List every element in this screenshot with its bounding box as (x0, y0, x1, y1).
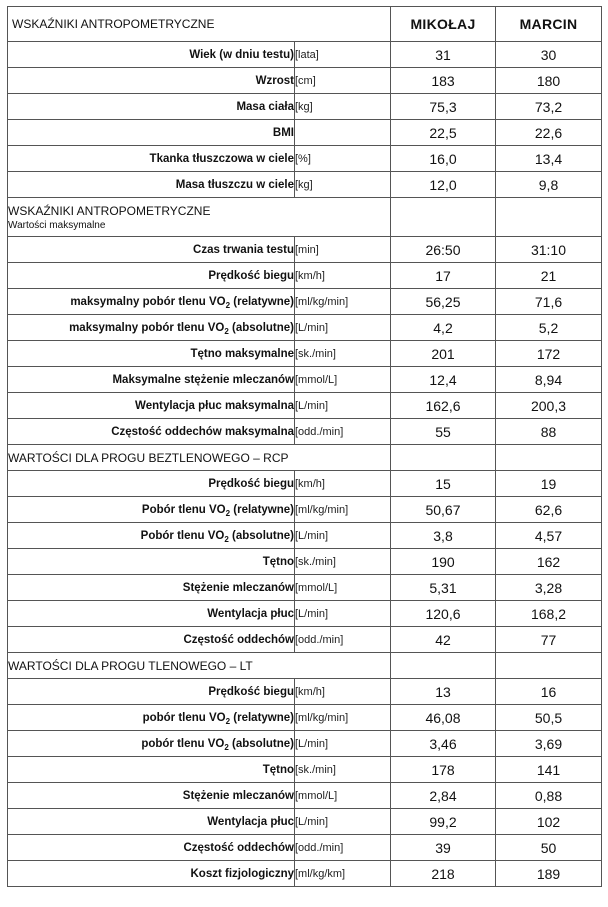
metric-unit: [sk./min] (295, 341, 391, 367)
metric-unit: [min] (295, 237, 391, 263)
metric-label (8, 497, 295, 523)
value-mikolaj: 12,0 (391, 172, 496, 198)
metric-label-text: Tkanka tłuszczowa w ciele (149, 152, 294, 165)
metric-unit: [ml/kg/min] (295, 497, 391, 523)
table-row (8, 861, 602, 887)
metric-label-text: Tętno (262, 555, 294, 568)
table-row (8, 120, 602, 146)
metric-unit: [sk./min] (295, 757, 391, 783)
metric-label-subscript: 2 (224, 742, 229, 752)
table-header-row (8, 7, 602, 42)
metric-label (8, 68, 295, 94)
metric-label-text: Częstość oddechów (183, 633, 294, 646)
value-mikolaj: 183 (391, 68, 496, 94)
metric-label-text: Koszt fizjologiczny (190, 867, 294, 880)
table-row (8, 289, 602, 315)
value-mikolaj: 56,25 (391, 289, 496, 315)
section-title-cell (8, 198, 391, 237)
metric-label (8, 315, 295, 341)
value-mikolaj: 22,5 (391, 120, 496, 146)
metric-unit: [cm] (295, 68, 391, 94)
table-row (8, 68, 602, 94)
table-row (8, 263, 602, 289)
empty-cell (391, 445, 496, 471)
metric-label (8, 783, 295, 809)
value-marcin: 62,6 (496, 497, 602, 523)
column-header-mikolaj: MIKOŁAJ (391, 7, 496, 42)
metric-unit: [odd./min] (295, 627, 391, 653)
value-marcin: 88 (496, 419, 602, 445)
metric-label-text: pobór tlenu VO (141, 737, 225, 750)
metric-label (8, 172, 295, 198)
metric-label (8, 42, 295, 68)
metric-label (8, 705, 295, 731)
metric-unit: [ml/kg/min] (295, 289, 391, 315)
metric-unit: [odd./min] (295, 835, 391, 861)
value-mikolaj: 31 (391, 42, 496, 68)
value-mikolaj: 120,6 (391, 601, 496, 627)
section-title-cell (8, 445, 391, 471)
value-mikolaj: 99,2 (391, 809, 496, 835)
table-row (8, 835, 602, 861)
section-title: WSKAŹNIKI ANTROPOMETRYCZNE (8, 203, 211, 218)
value-marcin: 71,6 (496, 289, 602, 315)
value-marcin: 162 (496, 549, 602, 575)
metric-label (8, 94, 295, 120)
value-mikolaj: 2,84 (391, 783, 496, 809)
metric-label (8, 835, 295, 861)
value-marcin: 9,8 (496, 172, 602, 198)
value-mikolaj: 4,2 (391, 315, 496, 341)
value-marcin: 189 (496, 861, 602, 887)
value-marcin: 21 (496, 263, 602, 289)
table-row (8, 731, 602, 757)
value-marcin: 13,4 (496, 146, 602, 172)
value-mikolaj: 218 (391, 861, 496, 887)
value-marcin: 3,69 (496, 731, 602, 757)
section-header-row (8, 653, 602, 679)
value-marcin: 180 (496, 68, 602, 94)
metric-label-text: Wentylacja płuc (207, 815, 294, 828)
metric-label-qualifier: (absolutne) (228, 529, 294, 542)
metric-label (8, 237, 295, 263)
metric-label (8, 601, 295, 627)
metric-unit: [mmol/L] (295, 575, 391, 601)
table-row (8, 783, 602, 809)
metric-label (8, 471, 295, 497)
table-row (8, 393, 602, 419)
empty-cell (496, 198, 602, 237)
value-marcin: 31:10 (496, 237, 602, 263)
metric-unit: [%] (295, 146, 391, 172)
metric-label (8, 731, 295, 757)
metric-label-text: maksymalny pobór tlenu VO (69, 321, 225, 334)
metric-label-text: maksymalny pobór tlenu VO (70, 295, 226, 308)
table-row (8, 237, 602, 263)
results-table (7, 6, 602, 887)
table-row (8, 601, 602, 627)
value-marcin: 77 (496, 627, 602, 653)
metric-unit: [ml/kg/min] (295, 705, 391, 731)
value-marcin: 200,3 (496, 393, 602, 419)
metric-unit (295, 120, 391, 146)
value-mikolaj: 201 (391, 341, 496, 367)
table-row (8, 341, 602, 367)
table-row (8, 549, 602, 575)
metric-label (8, 679, 295, 705)
metric-label (8, 263, 295, 289)
metric-label (8, 809, 295, 835)
metric-unit: [lata] (295, 42, 391, 68)
table-row (8, 94, 602, 120)
value-marcin: 22,6 (496, 120, 602, 146)
value-mikolaj: 26:50 (391, 237, 496, 263)
table-row (8, 523, 602, 549)
metric-label (8, 757, 295, 783)
value-mikolaj: 5,31 (391, 575, 496, 601)
table-row (8, 809, 602, 835)
metric-label-qualifier: (absolutne) (228, 321, 294, 334)
metric-label-text: Masa ciała (236, 100, 294, 113)
table-row (8, 705, 602, 731)
section-title: WARTOŚCI DLA PROGU BEZTLENOWEGO – RCP (8, 450, 289, 465)
value-marcin: 16 (496, 679, 602, 705)
metric-label-text: Wentylacja płuc maksymalna (135, 399, 294, 412)
table-row (8, 757, 602, 783)
value-mikolaj: 15 (391, 471, 496, 497)
metric-label-text: Stężenie mleczanów (182, 581, 294, 594)
metric-unit: [km/h] (295, 679, 391, 705)
metric-label-text: Tętno (262, 763, 294, 776)
empty-cell (391, 653, 496, 679)
value-marcin: 141 (496, 757, 602, 783)
metric-label-subscript: 2 (225, 716, 231, 726)
value-marcin: 8,94 (496, 367, 602, 393)
metric-label-text: Prędkość biegu (208, 269, 294, 282)
table-row (8, 497, 602, 523)
table-row (8, 419, 602, 445)
metric-label-subscript: 2 (224, 534, 229, 544)
empty-cell (496, 445, 602, 471)
metric-label (8, 289, 295, 315)
table-row (8, 146, 602, 172)
value-mikolaj: 17 (391, 263, 496, 289)
metric-unit: [L/min] (295, 809, 391, 835)
table-row (8, 172, 602, 198)
section-title: WARTOŚCI DLA PROGU TLENOWEGO – LT (8, 658, 253, 673)
metric-label-text: Maksymalne stężenie mleczanów (112, 373, 294, 386)
table-row (8, 42, 602, 68)
section-header-row (8, 198, 602, 237)
table-row (8, 627, 602, 653)
value-mikolaj: 39 (391, 835, 496, 861)
value-marcin: 102 (496, 809, 602, 835)
table-row (8, 315, 602, 341)
metric-label-text: Masa tłuszczu w ciele (175, 178, 294, 191)
metric-unit: [km/h] (295, 263, 391, 289)
metric-label-subscript: 2 (225, 508, 231, 518)
metric-label-subscript: 2 (224, 326, 229, 336)
metric-label-text: Czas trwania testu (193, 243, 294, 256)
value-marcin: 30 (496, 42, 602, 68)
value-marcin: 73,2 (496, 94, 602, 120)
metric-unit: [mmol/L] (295, 367, 391, 393)
metric-label (8, 627, 295, 653)
metric-label (8, 523, 295, 549)
metric-label-qualifier: (relatywne) (230, 295, 294, 308)
metric-unit: [L/min] (295, 731, 391, 757)
table-row (8, 471, 602, 497)
metric-unit: [L/min] (295, 315, 391, 341)
metric-label-text: pobór tlenu VO (142, 711, 226, 724)
value-mikolaj: 178 (391, 757, 496, 783)
metric-label-qualifier: (relatywne) (230, 503, 294, 516)
metric-unit: [kg] (295, 94, 391, 120)
metric-label-text: Wzrost (255, 74, 294, 87)
value-mikolaj: 42 (391, 627, 496, 653)
value-mikolaj: 46,08 (391, 705, 496, 731)
column-header-marcin: MARCIN (496, 7, 602, 42)
metric-unit: [sk./min] (295, 549, 391, 575)
metric-unit: [kg] (295, 172, 391, 198)
value-mikolaj: 75,3 (391, 94, 496, 120)
section-header-row (8, 445, 602, 471)
empty-cell (496, 653, 602, 679)
metric-label-text: BMI (272, 126, 294, 139)
value-marcin: 172 (496, 341, 602, 367)
value-marcin: 50 (496, 835, 602, 861)
value-mikolaj: 3,46 (391, 731, 496, 757)
value-marcin: 0,88 (496, 783, 602, 809)
value-mikolaj: 12,4 (391, 367, 496, 393)
value-mikolaj: 16,0 (391, 146, 496, 172)
value-mikolaj: 50,67 (391, 497, 496, 523)
metric-unit: [L/min] (295, 601, 391, 627)
metric-unit: [L/min] (295, 393, 391, 419)
metric-label-text: Stężenie mleczanów (182, 789, 294, 802)
metric-label-qualifier: (relatywne) (230, 711, 294, 724)
metric-label-subscript: 2 (225, 300, 231, 310)
metric-label (8, 861, 295, 887)
metric-unit: [km/h] (295, 471, 391, 497)
metric-label-text: Prędkość biegu (208, 685, 294, 698)
metric-label (8, 341, 295, 367)
value-marcin: 168,2 (496, 601, 602, 627)
metric-label-text: Wiek (w dniu testu) (189, 48, 294, 61)
metric-label (8, 419, 295, 445)
metric-label (8, 393, 295, 419)
metric-label (8, 367, 295, 393)
table-title: WSKAŹNIKI ANTROPOMETRYCZNE (8, 7, 391, 42)
metric-label-qualifier: (absolutne) (228, 737, 294, 750)
metric-label-text: Wentylacja płuc (207, 607, 294, 620)
metric-label (8, 549, 295, 575)
metric-unit: [ml/kg/km] (295, 861, 391, 887)
section-title-cell (8, 653, 391, 679)
table-row (8, 367, 602, 393)
metric-label-text: Częstość oddechów (183, 841, 294, 854)
metric-unit: [odd./min] (295, 419, 391, 445)
metric-label-text: Częstość oddechów maksymalna (111, 425, 294, 438)
metric-label-text: Tętno maksymalne (190, 347, 294, 360)
table-row (8, 679, 602, 705)
value-mikolaj: 13 (391, 679, 496, 705)
empty-cell (391, 198, 496, 237)
metric-label (8, 146, 295, 172)
value-mikolaj: 162,6 (391, 393, 496, 419)
table-row (8, 575, 602, 601)
metric-unit: [mmol/L] (295, 783, 391, 809)
results-table-body (8, 7, 602, 887)
metric-label-text: Pobór tlenu VO (141, 503, 226, 516)
metric-unit: [L/min] (295, 523, 391, 549)
metric-label-text: Pobór tlenu VO (140, 529, 225, 542)
value-marcin: 4,57 (496, 523, 602, 549)
value-mikolaj: 190 (391, 549, 496, 575)
metric-label-text: Prędkość biegu (208, 477, 294, 490)
metric-label (8, 120, 295, 146)
section-subtitle: Wartości maksymalne (8, 219, 106, 231)
value-marcin: 5,2 (496, 315, 602, 341)
value-mikolaj: 55 (391, 419, 496, 445)
metric-label (8, 575, 295, 601)
value-mikolaj: 3,8 (391, 523, 496, 549)
value-marcin: 3,28 (496, 575, 602, 601)
value-marcin: 19 (496, 471, 602, 497)
value-marcin: 50,5 (496, 705, 602, 731)
